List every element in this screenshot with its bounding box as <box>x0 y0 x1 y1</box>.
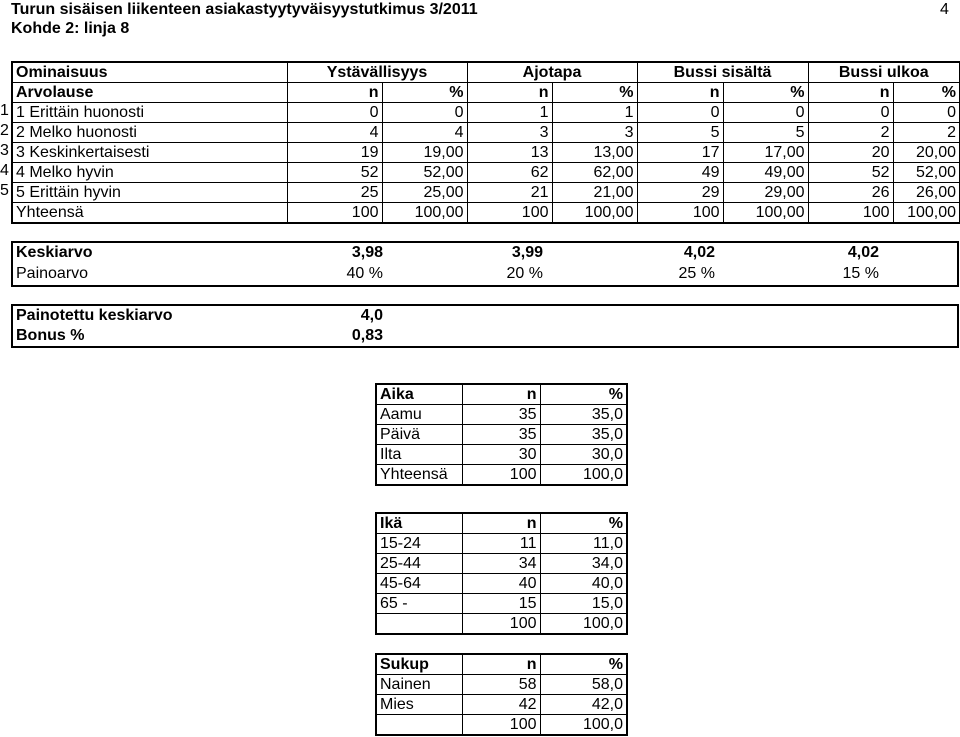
table-cell: 17 <box>637 143 723 163</box>
report-title: Turun sisäisen liikenteen asiakastyytyväisyystutkimus 3/2011 <box>11 1 478 18</box>
table-cell: 100,00 <box>723 203 808 224</box>
table-cell: 49,00 <box>723 163 808 183</box>
table-cell: 4 <box>287 123 382 143</box>
table-row <box>12 163 960 183</box>
table-cell: 1 <box>467 103 552 123</box>
row-label: Yhteensä <box>12 203 287 224</box>
table-cell: 0 <box>287 103 382 123</box>
table-row <box>376 675 627 695</box>
ika-header-row <box>376 513 627 534</box>
group-header: Ominaisuus <box>12 62 287 83</box>
table-cell: 25,00 <box>382 183 467 203</box>
table-cell: 100,0 <box>540 614 627 635</box>
painoarvo-value: 40 % <box>346 265 383 282</box>
column-header: % <box>552 83 637 103</box>
table-cell: 49 <box>637 163 723 183</box>
table-cell: 21 <box>467 183 552 203</box>
table-cell: 30,0 <box>540 445 627 465</box>
table-row <box>376 614 627 635</box>
table-cell: 19 <box>287 143 382 163</box>
row-label: 5 Erittäin hyvin <box>12 183 287 203</box>
row-index: 3 <box>0 142 9 159</box>
row-label: 25-44 <box>376 554 462 574</box>
table-cell: 52 <box>287 163 382 183</box>
column-header: % <box>893 83 960 103</box>
table-cell: 11 <box>462 534 540 554</box>
table-cell: 100 <box>637 203 723 224</box>
column-header: Arvolause <box>12 83 287 103</box>
table-row <box>12 203 960 224</box>
table-cell: 35,0 <box>540 425 627 445</box>
table-cell: 0 <box>382 103 467 123</box>
painoarvo-value: 25 % <box>678 265 715 282</box>
row-label <box>376 614 462 635</box>
sukup-table <box>375 653 628 736</box>
row-label: 3 Keskinkertaisesti <box>12 143 287 163</box>
table-cell: 42 <box>462 695 540 715</box>
table-row <box>12 143 960 163</box>
column-header: % <box>540 513 627 534</box>
table-cell: 58 <box>462 675 540 695</box>
table-cell: 100,00 <box>893 203 960 224</box>
report-subtitle: Kohde 2: linja 8 <box>11 20 130 37</box>
table-cell: 29,00 <box>723 183 808 203</box>
table-cell: 3 <box>552 123 637 143</box>
column-header: Sukup <box>376 654 462 675</box>
table-cell: 100 <box>462 465 540 486</box>
column-header: n <box>637 83 723 103</box>
table-cell: 40 <box>462 574 540 594</box>
table-cell: 62,00 <box>552 163 637 183</box>
table-cell: 2 <box>808 123 893 143</box>
table-cell: 3 <box>467 123 552 143</box>
keskiarvo-label: Keskiarvo <box>16 244 93 261</box>
row-label <box>376 715 462 736</box>
table-row <box>376 425 627 445</box>
table-cell: 35,0 <box>540 405 627 425</box>
table-row <box>376 594 627 614</box>
row-label: Yhteensä <box>376 465 462 486</box>
keskiarvo-value: 3,98 <box>351 244 383 261</box>
table-cell: 58,0 <box>540 675 627 695</box>
table-cell: 100 <box>462 715 540 736</box>
table-row <box>376 445 627 465</box>
weighted-box <box>11 304 959 348</box>
table-cell: 100,00 <box>552 203 637 224</box>
row-label: 45-64 <box>376 574 462 594</box>
column-header: Aika <box>376 384 462 405</box>
table-cell: 42,0 <box>540 695 627 715</box>
summary-box <box>11 241 959 287</box>
table-row <box>376 405 627 425</box>
table-cell: 5 <box>637 123 723 143</box>
row-label: 4 Melko hyvin <box>12 163 287 183</box>
column-header: n <box>287 83 382 103</box>
table-cell: 100 <box>462 614 540 635</box>
table-cell: 29 <box>637 183 723 203</box>
table-row <box>376 554 627 574</box>
page-number: 4 <box>940 1 949 18</box>
satisfaction-table <box>11 61 960 224</box>
table-cell: 52,00 <box>382 163 467 183</box>
table-cell: 100 <box>808 203 893 224</box>
table-cell: 34,0 <box>540 554 627 574</box>
column-header: n <box>467 83 552 103</box>
keskiarvo-value: 3,99 <box>511 244 543 261</box>
row-index: 1 <box>0 102 9 119</box>
table-cell: 13 <box>467 143 552 163</box>
row-label: 1 Erittäin huonosti <box>12 103 287 123</box>
bonus-label: Bonus % <box>16 327 85 344</box>
table-row <box>376 574 627 594</box>
table-cell: 11,0 <box>540 534 627 554</box>
aika-header-row <box>376 384 627 405</box>
row-label: Mies <box>376 695 462 715</box>
ika-table <box>375 512 628 635</box>
row-label: 65 - <box>376 594 462 614</box>
group-header: Ajotapa <box>467 62 637 83</box>
table-cell: 100 <box>287 203 382 224</box>
table-row <box>12 123 960 143</box>
table-row <box>376 465 627 486</box>
table-cell: 40,0 <box>540 574 627 594</box>
table-cell: 0 <box>723 103 808 123</box>
group-header: Bussi ulkoa <box>808 62 960 83</box>
column-header: % <box>382 83 467 103</box>
row-index: 2 <box>0 122 9 139</box>
table-cell: 20 <box>808 143 893 163</box>
table-cell: 100,0 <box>540 465 627 486</box>
table-cell: 15 <box>462 594 540 614</box>
table-cell: 21,00 <box>552 183 637 203</box>
table-cell: 34 <box>462 554 540 574</box>
table-cell: 100,0 <box>540 715 627 736</box>
group-header: Bussi sisältä <box>637 62 808 83</box>
group-header: Ystävällisyys <box>287 62 467 83</box>
row-label: Aamu <box>376 405 462 425</box>
table-cell: 25 <box>287 183 382 203</box>
row-label: Nainen <box>376 675 462 695</box>
table-cell: 35 <box>462 405 540 425</box>
table-cell: 13,00 <box>552 143 637 163</box>
table-cell: 100,00 <box>382 203 467 224</box>
column-header: % <box>723 83 808 103</box>
column-header: Ikä <box>376 513 462 534</box>
bonus-value: 0,83 <box>351 327 383 344</box>
sukup-header-row <box>376 654 627 675</box>
row-label: 15-24 <box>376 534 462 554</box>
group-header-row <box>12 62 960 83</box>
table-cell: 62 <box>467 163 552 183</box>
painoarvo-value: 20 % <box>506 265 543 282</box>
weighted-value: 4,0 <box>360 307 383 324</box>
table-row <box>376 534 627 554</box>
table-cell: 0 <box>637 103 723 123</box>
table-cell: 26 <box>808 183 893 203</box>
table-cell: 17,00 <box>723 143 808 163</box>
painoarvo-value: 15 % <box>842 265 879 282</box>
table-cell: 35 <box>462 425 540 445</box>
table-cell: 52 <box>808 163 893 183</box>
table-cell: 19,00 <box>382 143 467 163</box>
table-cell: 26,00 <box>893 183 960 203</box>
table-cell: 52,00 <box>893 163 960 183</box>
table-cell: 30 <box>462 445 540 465</box>
row-label: Ilta <box>376 445 462 465</box>
weighted-label: Painotettu keskiarvo <box>16 307 173 324</box>
aika-table <box>375 383 628 486</box>
painoarvo-label: Painoarvo <box>16 265 89 282</box>
row-label: 2 Melko huonosti <box>12 123 287 143</box>
column-header: n <box>462 513 540 534</box>
table-cell: 100 <box>467 203 552 224</box>
table-cell: 1 <box>552 103 637 123</box>
table-row <box>12 183 960 203</box>
table-cell: 5 <box>723 123 808 143</box>
table-row <box>12 103 960 123</box>
table-cell: 0 <box>808 103 893 123</box>
keskiarvo-value: 4,02 <box>847 244 879 261</box>
table-cell: 0 <box>893 103 960 123</box>
table-cell: 4 <box>382 123 467 143</box>
column-header: n <box>462 654 540 675</box>
column-header: % <box>540 654 627 675</box>
row-index: 4 <box>0 162 9 179</box>
table-cell: 20,00 <box>893 143 960 163</box>
keskiarvo-value: 4,02 <box>683 244 715 261</box>
column-header: % <box>540 384 627 405</box>
row-index: 5 <box>0 182 9 199</box>
table-row <box>376 695 627 715</box>
subheader-row <box>12 83 960 103</box>
table-cell: 15,0 <box>540 594 627 614</box>
row-label: Päivä <box>376 425 462 445</box>
column-header: n <box>808 83 893 103</box>
table-row <box>376 715 627 736</box>
table-cell: 2 <box>893 123 960 143</box>
column-header: n <box>462 384 540 405</box>
